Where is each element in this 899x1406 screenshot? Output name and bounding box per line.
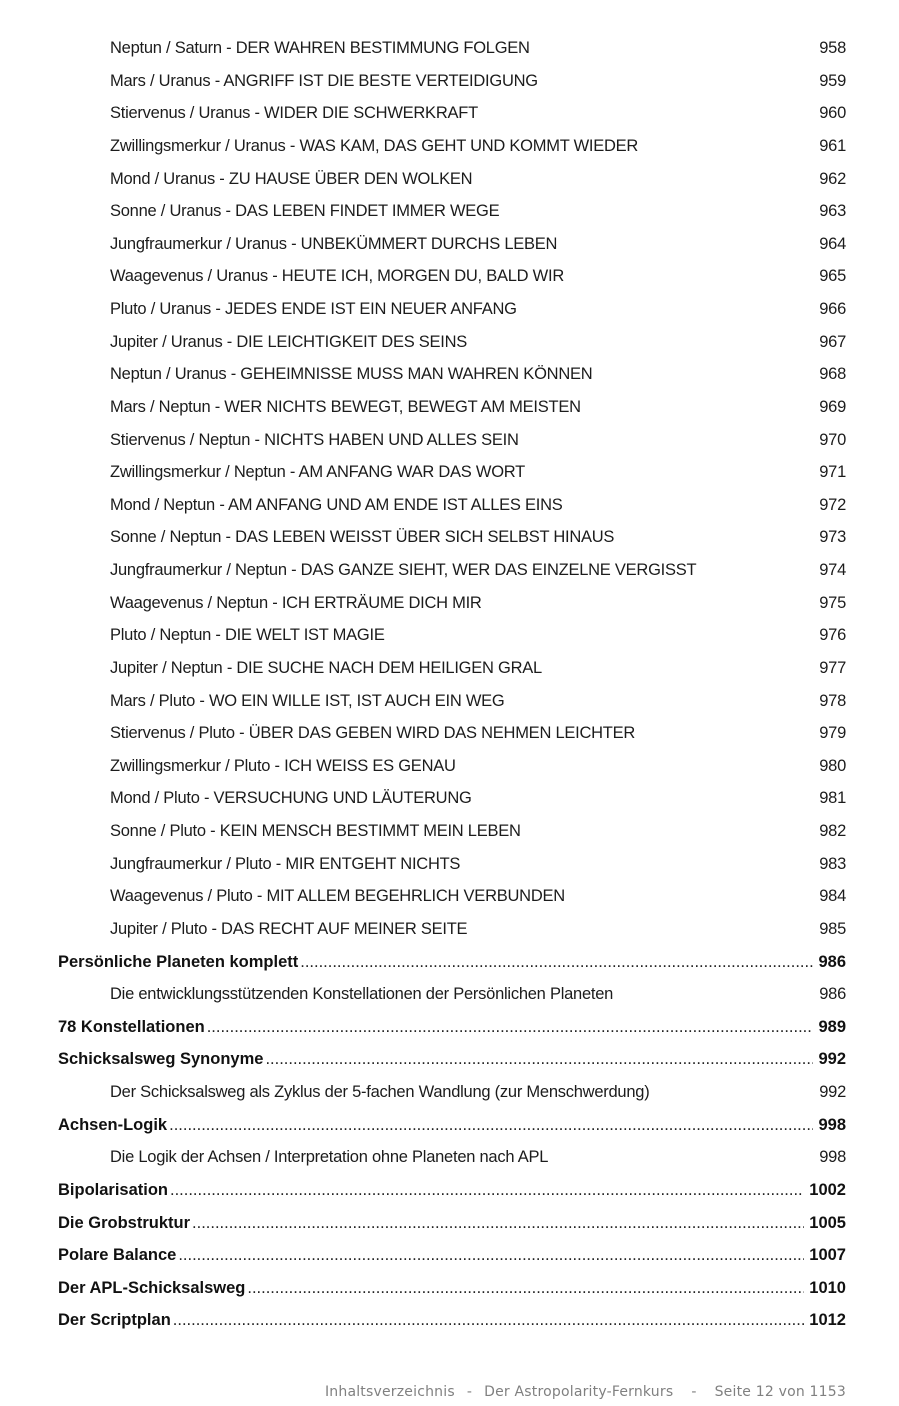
toc-subentry[interactable] bbox=[58, 228, 846, 261]
toc-subentry[interactable] bbox=[58, 587, 846, 620]
toc-subentry[interactable] bbox=[58, 782, 846, 815]
toc-entry-title: Der APL-Schicksalsweg bbox=[58, 1278, 246, 1297]
toc-entry-title: Mars / Neptun - WER NICHTS BEWEGT, BEWEGT AM MEISTEN bbox=[110, 397, 581, 416]
toc-entry-title: Mars / Pluto - WO EIN WILLE IST, IST AUCH EIN WEG bbox=[110, 691, 505, 710]
footer-course-title: Der Astropolarity-Fernkurs bbox=[484, 1384, 674, 1400]
toc-chapter-entry[interactable] bbox=[58, 1109, 846, 1142]
toc-entry-title: Sonne / Uranus - DAS LEBEN FINDET IMMER WEGE bbox=[110, 202, 500, 221]
toc-page-number: 986 bbox=[818, 952, 846, 971]
toc-entry-title: Der Scriptplan bbox=[58, 1311, 171, 1330]
toc-entry-title: Zwillingsmerkur / Uranus - WAS KAM, DAS GEHT UND KOMMT WIEDER bbox=[110, 136, 639, 155]
toc-page-number: 981 bbox=[819, 789, 846, 808]
toc-entry-title: Achsen-Logik bbox=[58, 1115, 168, 1134]
toc-page-number: 992 bbox=[819, 1083, 846, 1101]
toc-page-number: 960 bbox=[819, 104, 846, 123]
toc-subentry[interactable] bbox=[58, 815, 846, 848]
toc-page-number: 972 bbox=[819, 495, 846, 514]
toc-entry-title: Mars / Uranus - ANGRIFF IST DIE BESTE VERTEIDIGUNG bbox=[110, 71, 538, 90]
toc-page-number: 973 bbox=[819, 528, 846, 547]
toc-chapter-entry[interactable] bbox=[58, 946, 846, 979]
toc-entry-title: Schicksalsweg Synonyme bbox=[58, 1050, 264, 1069]
toc-entry-title: Bipolarisation bbox=[58, 1180, 169, 1199]
toc-entry-title: Mond / Neptun - AM ANFANG UND AM ENDE IST ALLES EINS bbox=[110, 495, 563, 514]
toc-subentry[interactable] bbox=[58, 326, 846, 359]
toc-entry-title: Jungfraumerkur / Neptun - DAS GANZE SIEHT, WER DAS EINZELNE VERGISST bbox=[110, 561, 697, 579]
footer-separator: - bbox=[466, 1384, 473, 1400]
toc-page-number: 980 bbox=[819, 756, 846, 775]
toc-page-number: 967 bbox=[819, 332, 846, 351]
toc-entry-title: Waagevenus / Uranus - HEUTE ICH, MORGEN DU, BALD WIR bbox=[110, 267, 564, 286]
toc-entry-title: Stiervenus / Neptun - NICHTS HABEN UND ALLES SEIN bbox=[110, 430, 519, 449]
toc-subentry[interactable] bbox=[58, 32, 846, 65]
toc-page-number: 969 bbox=[819, 397, 846, 416]
toc-subentry[interactable] bbox=[58, 195, 846, 228]
toc-page-number: 984 bbox=[819, 887, 846, 906]
toc-entry-title: Stiervenus / Pluto - ÜBER DAS GEBEN WIRD DAS NEHMEN LEICHTER bbox=[110, 724, 636, 743]
toc-page-number: 998 bbox=[819, 1148, 846, 1167]
dot-leader bbox=[192, 1207, 804, 1240]
toc-page-number: 975 bbox=[819, 593, 846, 612]
toc-page-number: 963 bbox=[819, 202, 846, 221]
toc-entry-title: Die Logik der Achsen / Interpretation ohne Planeten nach APL bbox=[110, 1148, 549, 1167]
toc-entry-title: Zwillingsmerkur / Pluto - ICH WEISS ES GENAU bbox=[110, 756, 456, 775]
page-footer bbox=[325, 1382, 846, 1402]
toc-subentry[interactable] bbox=[58, 456, 846, 489]
toc-entry-title: Mond / Pluto - VERSUCHUNG UND LÄUTERUNG bbox=[110, 789, 472, 808]
toc-subentry[interactable] bbox=[58, 65, 846, 98]
toc-page-number: 970 bbox=[819, 430, 846, 449]
toc-entry-title: 78 Konstellationen bbox=[58, 1017, 205, 1036]
toc-page-number: 965 bbox=[819, 267, 846, 286]
toc-entry-title: Sonne / Neptun - DAS LEBEN WEISST ÜBER SICH SELBST HINAUS bbox=[110, 528, 615, 547]
toc-page-number: 966 bbox=[819, 300, 846, 318]
toc-subentry[interactable] bbox=[58, 913, 846, 946]
toc-entry-title: Zwillingsmerkur / Neptun - AM ANFANG WAR DAS WORT bbox=[110, 463, 525, 482]
toc-subentry[interactable] bbox=[58, 685, 846, 718]
toc-subentry[interactable] bbox=[58, 978, 846, 1011]
toc-subentry[interactable] bbox=[58, 97, 846, 130]
toc-entry-title: Sonne / Pluto - KEIN MENSCH BESTIMMT MEIN LEBEN bbox=[110, 822, 521, 840]
toc-subentry[interactable] bbox=[58, 391, 846, 424]
toc-subentry[interactable] bbox=[58, 260, 846, 293]
toc-subentry[interactable] bbox=[58, 717, 846, 750]
footer-separator: - bbox=[691, 1384, 697, 1400]
toc-page-number: 968 bbox=[819, 365, 846, 384]
dot-leader bbox=[247, 1272, 804, 1305]
toc-entry-title: Jupiter / Uranus - DIE LEICHTIGKEIT DES SEINS bbox=[110, 332, 468, 351]
dot-leader bbox=[265, 1043, 813, 1076]
toc-entry-title: Waagevenus / Neptun - ICH ERTRÄUME DICH MIR bbox=[110, 593, 482, 612]
toc-entry-title: Pluto / Uranus - JEDES ENDE IST EIN NEUER ANFANG bbox=[110, 300, 517, 318]
toc-chapter-entry[interactable] bbox=[58, 1174, 846, 1207]
toc-page-number: 1010 bbox=[809, 1278, 846, 1297]
toc-chapter-entry[interactable] bbox=[58, 1304, 846, 1337]
toc-entry-title: Waagevenus / Pluto - MIT ALLEM BEGEHRLICH VERBUNDEN bbox=[110, 887, 565, 906]
toc-subentry[interactable] bbox=[58, 163, 846, 196]
toc-page-number: 1005 bbox=[809, 1213, 846, 1232]
toc-subentry[interactable] bbox=[58, 880, 846, 913]
dot-leader bbox=[173, 1304, 805, 1337]
toc-entry-title: Polare Balance bbox=[58, 1246, 177, 1265]
toc-subentry[interactable] bbox=[58, 130, 846, 163]
toc-entry-title: Jungfraumerkur / Pluto - MIR ENTGEHT NICHTS bbox=[110, 854, 461, 873]
footer-page-number: Seite 12 von 1153 bbox=[714, 1384, 846, 1400]
toc-page-number: 958 bbox=[819, 39, 846, 57]
toc-subentry[interactable] bbox=[58, 1076, 846, 1109]
toc-chapter-entry[interactable] bbox=[58, 1272, 846, 1305]
toc-subentry[interactable] bbox=[58, 1141, 846, 1174]
toc-entry-title: Neptun / Saturn - DER WAHREN BESTIMMUNG FOLGEN bbox=[110, 39, 530, 57]
toc-page-number: 979 bbox=[819, 724, 846, 743]
toc-subentry[interactable] bbox=[58, 489, 846, 522]
toc-page-number: 977 bbox=[819, 658, 846, 677]
toc-page-number: 1012 bbox=[809, 1311, 846, 1330]
toc-entry-title: Jupiter / Neptun - DIE SUCHE NACH DEM HEILIGEN GRAL bbox=[110, 658, 542, 677]
toc-entry-title: Stiervenus / Uranus - WIDER DIE SCHWERKRAFT bbox=[110, 104, 478, 123]
toc-subentry[interactable] bbox=[58, 521, 846, 554]
toc-page-number: 978 bbox=[819, 691, 846, 710]
toc-page-number: 983 bbox=[819, 854, 846, 873]
toc-subentry[interactable] bbox=[58, 848, 846, 881]
toc-subentry[interactable] bbox=[58, 750, 846, 783]
footer-section-title: Inhaltsverzeichnis bbox=[324, 1384, 455, 1400]
toc-page-number: 986 bbox=[819, 985, 846, 1004]
toc-page-number: 1007 bbox=[809, 1246, 846, 1265]
toc-page-number: 971 bbox=[819, 463, 846, 482]
toc-entry-title: Persönliche Planeten komplett bbox=[58, 952, 299, 971]
toc-entry-title: Die entwicklungsstützenden Konstellationen der Persönlichen Planeten bbox=[110, 985, 614, 1004]
toc-page-number: 959 bbox=[819, 71, 846, 90]
dot-leader bbox=[169, 1109, 813, 1142]
toc-entry-title: Pluto / Neptun - DIE WELT IST MAGIE bbox=[110, 626, 385, 645]
toc-page-number: 961 bbox=[819, 136, 846, 155]
toc-page-number: 962 bbox=[819, 169, 846, 188]
toc-page-number: 976 bbox=[819, 626, 846, 645]
toc-entry-title: Neptun / Uranus - GEHEIMNISSE MUSS MAN WAHREN KÖNNEN bbox=[110, 365, 593, 384]
table-of-contents bbox=[58, 32, 846, 1337]
dot-leader bbox=[300, 946, 813, 979]
toc-page-number: 964 bbox=[819, 234, 846, 253]
toc-entry-title: Die Grobstruktur bbox=[58, 1213, 191, 1232]
toc-subentry[interactable] bbox=[58, 619, 846, 652]
toc-page-number: 974 bbox=[819, 561, 846, 579]
toc-chapter-entry[interactable] bbox=[58, 1043, 846, 1076]
toc-entry-title: Mond / Uranus - ZU HAUSE ÜBER DEN WOLKEN bbox=[110, 169, 473, 188]
toc-page-number: 989 bbox=[818, 1017, 846, 1036]
toc-subentry[interactable] bbox=[58, 554, 846, 587]
toc-subentry[interactable] bbox=[58, 652, 846, 685]
toc-subentry[interactable] bbox=[58, 358, 846, 391]
dot-leader bbox=[170, 1174, 804, 1207]
dot-leader bbox=[207, 1011, 814, 1044]
toc-entry-title: Jupiter / Pluto - DAS RECHT AUF MEINER SEITE bbox=[110, 919, 468, 938]
toc-chapter-entry[interactable] bbox=[58, 1011, 846, 1044]
toc-page-number: 982 bbox=[819, 822, 846, 840]
toc-subentry[interactable] bbox=[58, 424, 846, 457]
toc-subentry[interactable] bbox=[58, 293, 846, 326]
dot-leader bbox=[178, 1239, 804, 1272]
toc-page-number: 985 bbox=[819, 919, 846, 938]
toc-page-number: 1002 bbox=[809, 1180, 846, 1199]
toc-chapter-entry[interactable] bbox=[58, 1239, 846, 1272]
toc-page-number: 992 bbox=[818, 1050, 846, 1069]
toc-page-number: 998 bbox=[818, 1115, 846, 1134]
toc-chapter-entry[interactable] bbox=[58, 1207, 846, 1240]
toc-entry-title: Der Schicksalsweg als Zyklus der 5-fachen Wandlung (zur Menschwerdung) bbox=[110, 1083, 650, 1101]
toc-entry-title: Jungfraumerkur / Uranus - UNBEKÜMMERT DURCHS LEBEN bbox=[110, 234, 558, 253]
